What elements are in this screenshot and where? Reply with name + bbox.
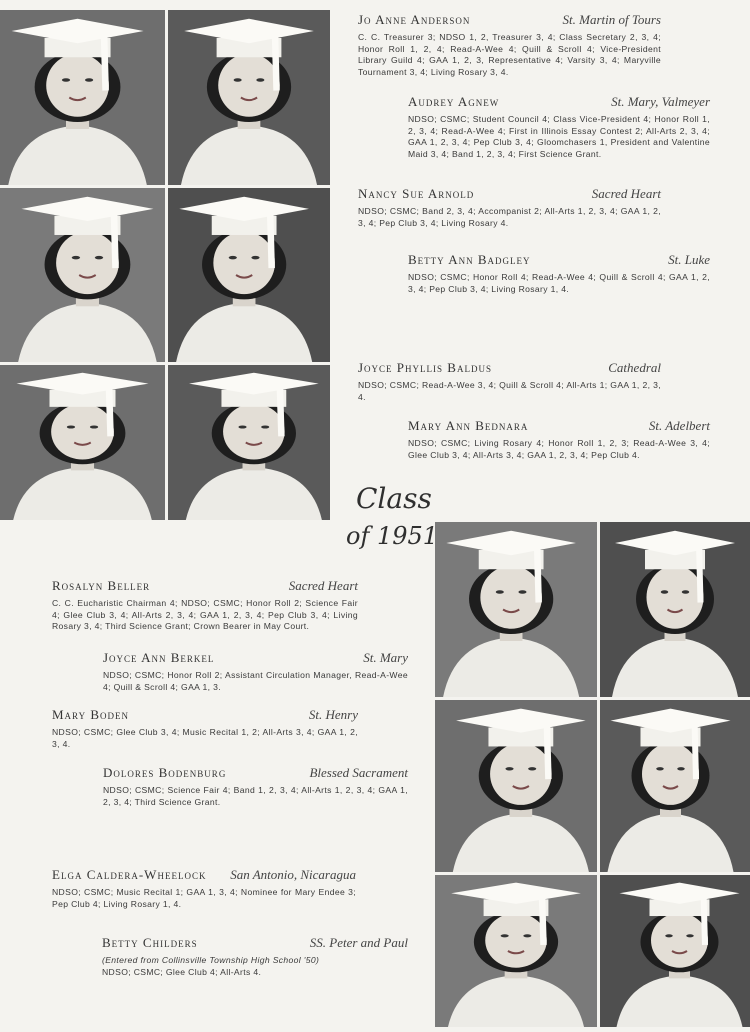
class-title-line1: Class	[356, 482, 432, 515]
student-name: Mary Ann Bednara	[408, 418, 529, 433]
student-entry	[408, 252, 710, 295]
portrait-photo	[435, 700, 597, 872]
student-activities: NDSO; CSMC; Read-A-Wee 3, 4; Quill & Scroll 4; All-Arts 1; GAA 1, 2, 3, 4.	[358, 380, 661, 402]
student-name: Betty Childers	[102, 935, 198, 950]
portrait-illustration	[0, 10, 165, 185]
student-activities: C. C. Eucharistic Chairman 4; NDSO; CSMC; Honor Roll 2; Science Fair 4; Glee Club 3, 4; All-Arts 2, 3, 4; GAA 1, 2, 3, 4; Pep Club 3, 4; Living Rosary 3, 4; Third Science Grant; Crown Bearer in May Court.	[52, 598, 358, 632]
portrait-photo	[0, 10, 165, 185]
student-entry	[52, 867, 356, 910]
student-parish: St. Henry	[308, 707, 358, 722]
student-entry	[358, 360, 661, 403]
portrait-illustration	[168, 188, 330, 362]
student-activities: NDSO; CSMC; Science Fair 4; Band 1, 2, 3, 4; All-Arts 1, 2, 3, 4; GAA 1, 2, 3, 4; Third Science Grant.	[103, 785, 408, 807]
student-parish: St. Mary, Valmeyer	[611, 94, 710, 109]
portrait-illustration	[168, 365, 330, 520]
student-entry	[52, 707, 358, 750]
portrait-illustration	[435, 875, 597, 1027]
portrait-illustration	[435, 700, 597, 872]
student-activities: NDSO; CSMC; Music Recital 1; GAA 1, 3, 4; Nominee for Mary Endee 3; Pep Club 4; Living Rosary 1, 4.	[52, 887, 356, 909]
portrait-photo	[435, 875, 597, 1027]
student-parish: Sacred Heart	[288, 578, 358, 593]
class-title-line2: of 1951	[346, 522, 439, 550]
student-name: Elga Caldera-Wheelock	[52, 867, 207, 882]
portrait-photo	[168, 365, 330, 520]
student-name: Audrey Agnew	[408, 94, 500, 109]
student-entry	[103, 650, 408, 693]
student-parish: Cathedral	[608, 360, 661, 375]
portrait-illustration	[600, 522, 750, 697]
student-name: Dolores Bodenburg	[103, 765, 227, 780]
student-transfer-note: (Entered from Collinsville Township High School '50)	[102, 955, 320, 965]
student-entry	[408, 418, 710, 461]
portrait-photo	[0, 365, 165, 520]
portrait-photo	[600, 875, 750, 1027]
portrait-illustration	[0, 365, 165, 520]
portrait-photo	[600, 700, 750, 872]
student-name: Joyce Phyllis Baldus	[358, 360, 492, 375]
portrait-photo	[435, 522, 597, 697]
student-activities	[102, 955, 408, 978]
student-name: Nancy Sue Arnold	[358, 186, 475, 201]
portrait-photo	[600, 522, 750, 697]
student-parish: SS. Peter and Paul	[309, 935, 408, 950]
student-parish: St. Luke	[668, 252, 710, 267]
student-parish: Sacred Heart	[591, 186, 661, 201]
student-entry	[358, 12, 661, 78]
portrait-illustration	[168, 10, 330, 185]
student-activities: NDSO; CSMC; Student Council 4; Class Vice-President 4; Honor Roll 1, 2, 3, 4; Read-A-Wee 4; First in Illinois Essay Contest 2; All-Arts 2, 3, 4; GAA 1, 2, 3, 4; Pep Club 3, 4; Gloomchasers 1, President and Valentine Maid 3, 4; Band 1, 2, 3, 4; First Science Grant.	[408, 114, 710, 159]
student-activities: NDSO; CSMC; Honor Roll 2; Assistant Circulation Manager, Read-A-Wee 4; Quill & Scroll 4; GAA 1, 3.	[103, 670, 408, 692]
student-parish: Blessed Sacrament	[309, 765, 408, 780]
student-name: Jo Anne Anderson	[358, 12, 471, 27]
student-name: Joyce Ann Berkel	[103, 650, 215, 665]
portrait-illustration	[0, 188, 165, 362]
student-activities: NDSO; CSMC; Honor Roll 4; Read-A-Wee 4; Quill & Scroll 4; GAA 1, 2, 3, 4; Pep Club 3, 4; Living Rosary 1, 4.	[408, 272, 710, 294]
student-entry	[102, 935, 408, 978]
student-entry	[52, 578, 358, 633]
student-activities: NDSO; CSMC; Living Rosary 4; Honor Roll 1, 2, 3; Read-A-Wee 3, 4; Glee Club 3, 4; All-Arts 3, 4; GAA 1, 2, 3, 4; Pep Club 4.	[408, 438, 710, 460]
portrait-photo	[0, 188, 165, 362]
student-activities: C. C. Treasurer 3; NDSO 1, 2, Treasurer 3, 4; Class Secretary 2, 3, 4; Honor Roll 1, 2, 4; Read-A-Wee 4; Quill & Scroll 4; Vice-President Library Guild 4; GAA 1, 2, 3, Representative 4; Varsity 3, 4; Maryville Tournament 3, 4; Living Rosary 3, 4.	[358, 32, 661, 77]
student-entry	[358, 186, 661, 229]
portrait-photo	[168, 10, 330, 185]
portrait-illustration	[600, 700, 750, 872]
student-activities: NDSO; CSMC; Glee Club 3, 4; Music Recital 1, 2; All-Arts 3, 4; GAA 1, 2, 3, 4.	[52, 727, 358, 749]
student-parish: St. Mary	[363, 650, 408, 665]
portrait-photo	[168, 188, 330, 362]
student-name: Betty Ann Badgley	[408, 252, 531, 267]
student-parish: St. Adelbert	[648, 418, 710, 433]
student-parish: St. Martin of Tours	[562, 12, 661, 27]
student-activities-text: NDSO; CSMC; Glee Club 4; All-Arts 4.	[102, 966, 262, 977]
student-activities: NDSO; CSMC; Band 2, 3, 4; Accompanist 2; All-Arts 1, 2, 3, 4; GAA 1, 2, 3, 4; Pep Club 3, 4; Living Rosary 4.	[358, 206, 661, 228]
student-entry	[103, 765, 408, 808]
portrait-illustration	[600, 875, 750, 1027]
student-entry	[408, 94, 710, 160]
student-name: Mary Boden	[52, 707, 129, 722]
portrait-illustration	[435, 522, 597, 697]
student-name: Rosalyn Beller	[52, 578, 151, 593]
student-parish: San Antonio, Nicaragua	[230, 867, 356, 882]
